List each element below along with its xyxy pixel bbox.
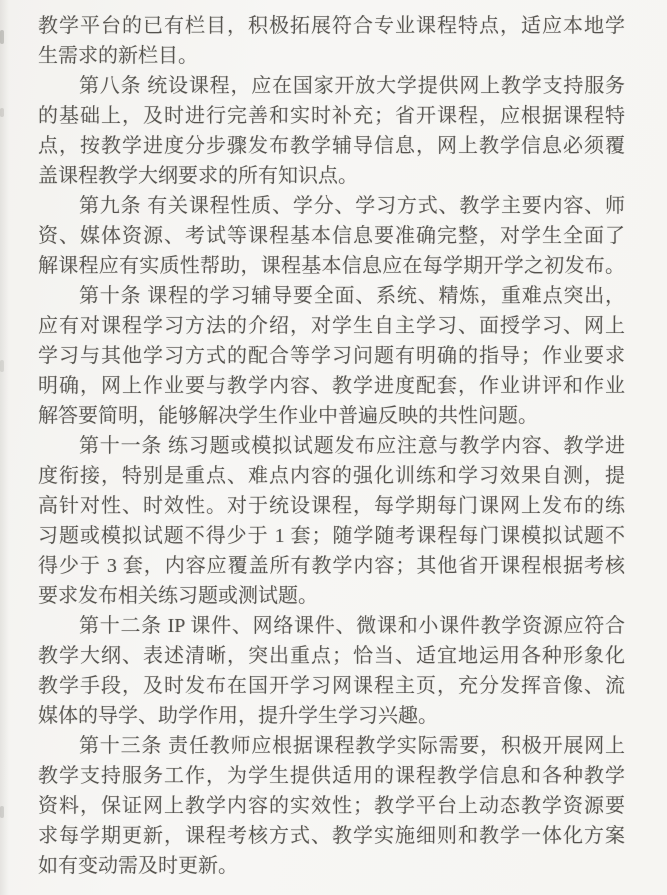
text-line: 高针对性、时效性。对于统设课程，每学期每门课网上发布的练 — [38, 495, 625, 517]
text-line: 生需求的新栏目。 — [38, 45, 198, 67]
text-line-article-13: 第十三条 责任教师应根据课程教学实际需要，积极开展网上 — [79, 735, 625, 757]
text-line-article-9: 第九条 有关课程性质、学分、学习方式、教学主要内容、师 — [79, 195, 625, 217]
text-line: 解课程应有实质性帮助，课程基本信息应在每学期开学之初发布。 — [38, 255, 625, 277]
document-text-block — [38, 11, 625, 881]
text-line: 盖课程教学大纲要求的所有知识点。 — [38, 165, 358, 187]
text-line: 点，按教学进度分步骤发布教学辅导信息，网上教学信息必须覆 — [38, 135, 625, 157]
text-line: 应有对课程学习方法的介绍，对学生自主学习、面授学习、网上 — [38, 315, 625, 337]
text-line: 资、媒体资源、考试等课程基本信息要准确完整，对学生全面了 — [38, 225, 625, 247]
scan-artifact — [0, 108, 4, 117]
scan-artifact — [0, 360, 4, 372]
text-line: 如有变动需及时更新。 — [38, 855, 238, 877]
scan-gutter-shading — [0, 0, 9, 895]
text-line: 明确，网上作业要与教学内容、教学进度配套，作业讲评和作业 — [38, 375, 625, 397]
text-line: 教学平台的已有栏目，积极拓展符合专业课程特点，适应本地学 — [38, 15, 625, 37]
text-line: 求每学期更新，课程考核方式、教学实施细则和教学一体化方案 — [38, 825, 625, 847]
text-line: 媒体的导学、助学作用，提升学生学习兴趣。 — [38, 705, 438, 727]
text-line: 教学手段，及时发布在国开学习网课程主页，充分发挥音像、流 — [38, 675, 625, 697]
scan-artifact — [0, 806, 4, 818]
text-line-article-10: 第十条 课程的学习辅导要全面、系统、精炼，重难点突出， — [79, 285, 625, 307]
text-line-article-11: 第十一条 练习题或模拟试题发布应注意与教学内容、教学进 — [79, 435, 625, 457]
text-line: 解答要简明，能够解决学生作业中普遍反映的共性问题。 — [38, 405, 538, 427]
text-line: 教学大纲、表述清晰，突出重点；恰当、适宜地运用各种形象化 — [38, 645, 625, 667]
text-line: 的基础上，及时进行完善和实时补充；省开课程，应根据课程特 — [38, 105, 625, 127]
text-line: 度衔接，特别是重点、难点内容的强化训练和学习效果自测，提 — [38, 465, 625, 487]
text-line: 得少于 3 套，内容应覆盖所有教学内容；其他省开课程根据考核 — [38, 555, 625, 577]
text-line: 教学支持服务工作，为学生提供适用的课程教学信息和各种教学 — [38, 765, 625, 787]
text-line: 习题或模拟试题不得少于 1 套；随学随考课程每门课模拟试题不 — [38, 525, 625, 547]
text-line-article-12: 第十二条 IP 课件、网络课件、微课和小课件教学资源应符合 — [79, 615, 625, 637]
scan-artifact — [0, 30, 4, 44]
text-line: 要求发布相关练习题或测试题。 — [38, 585, 318, 607]
text-line-article-8: 第八条 统设课程，应在国家开放大学提供网上教学支持服务 — [79, 75, 625, 97]
text-line: 资料，保证网上教学内容的实效性；教学平台上动态教学资源要 — [38, 795, 625, 817]
text-line: 学习与其他学习方式的配合等学习问题有明确的指导；作业要求 — [38, 345, 625, 367]
